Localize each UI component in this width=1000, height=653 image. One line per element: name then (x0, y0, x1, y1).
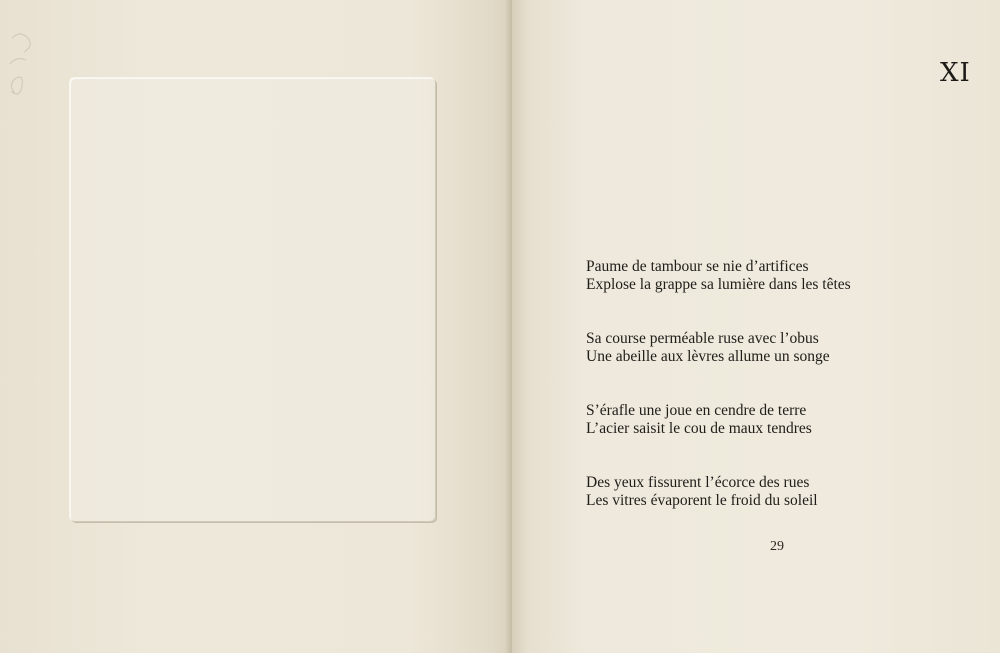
poem-line: Les vitres évaporent le froid du soleil (586, 492, 818, 509)
poem-line: Une abeille aux lèvres allume un songe (586, 348, 830, 365)
stanza-3 (586, 402, 966, 438)
poem-line: Des yeux fissurent l’écorce des rues (586, 474, 810, 491)
pencil-mark (6, 28, 40, 108)
page-number: 29 (770, 539, 784, 554)
poem-line: S’érafle une joue en cendre de terre (586, 402, 807, 419)
poem-line: Explose la grappe sa lumière dans les têtes (586, 276, 851, 293)
poem-line: Paume de tambour se nie d’artifices (586, 258, 809, 275)
poem-line: Sa course perméable ruse avec l’obus (586, 330, 819, 347)
stanza-2 (586, 330, 966, 366)
poem-line: L’acier saisit le cou de maux tendres (586, 420, 812, 437)
embossed-plate-mark (70, 78, 436, 522)
chapter-numeral: XI (940, 58, 971, 88)
stanza-4 (586, 474, 966, 510)
poem (586, 258, 966, 546)
stanza-1 (586, 258, 966, 294)
